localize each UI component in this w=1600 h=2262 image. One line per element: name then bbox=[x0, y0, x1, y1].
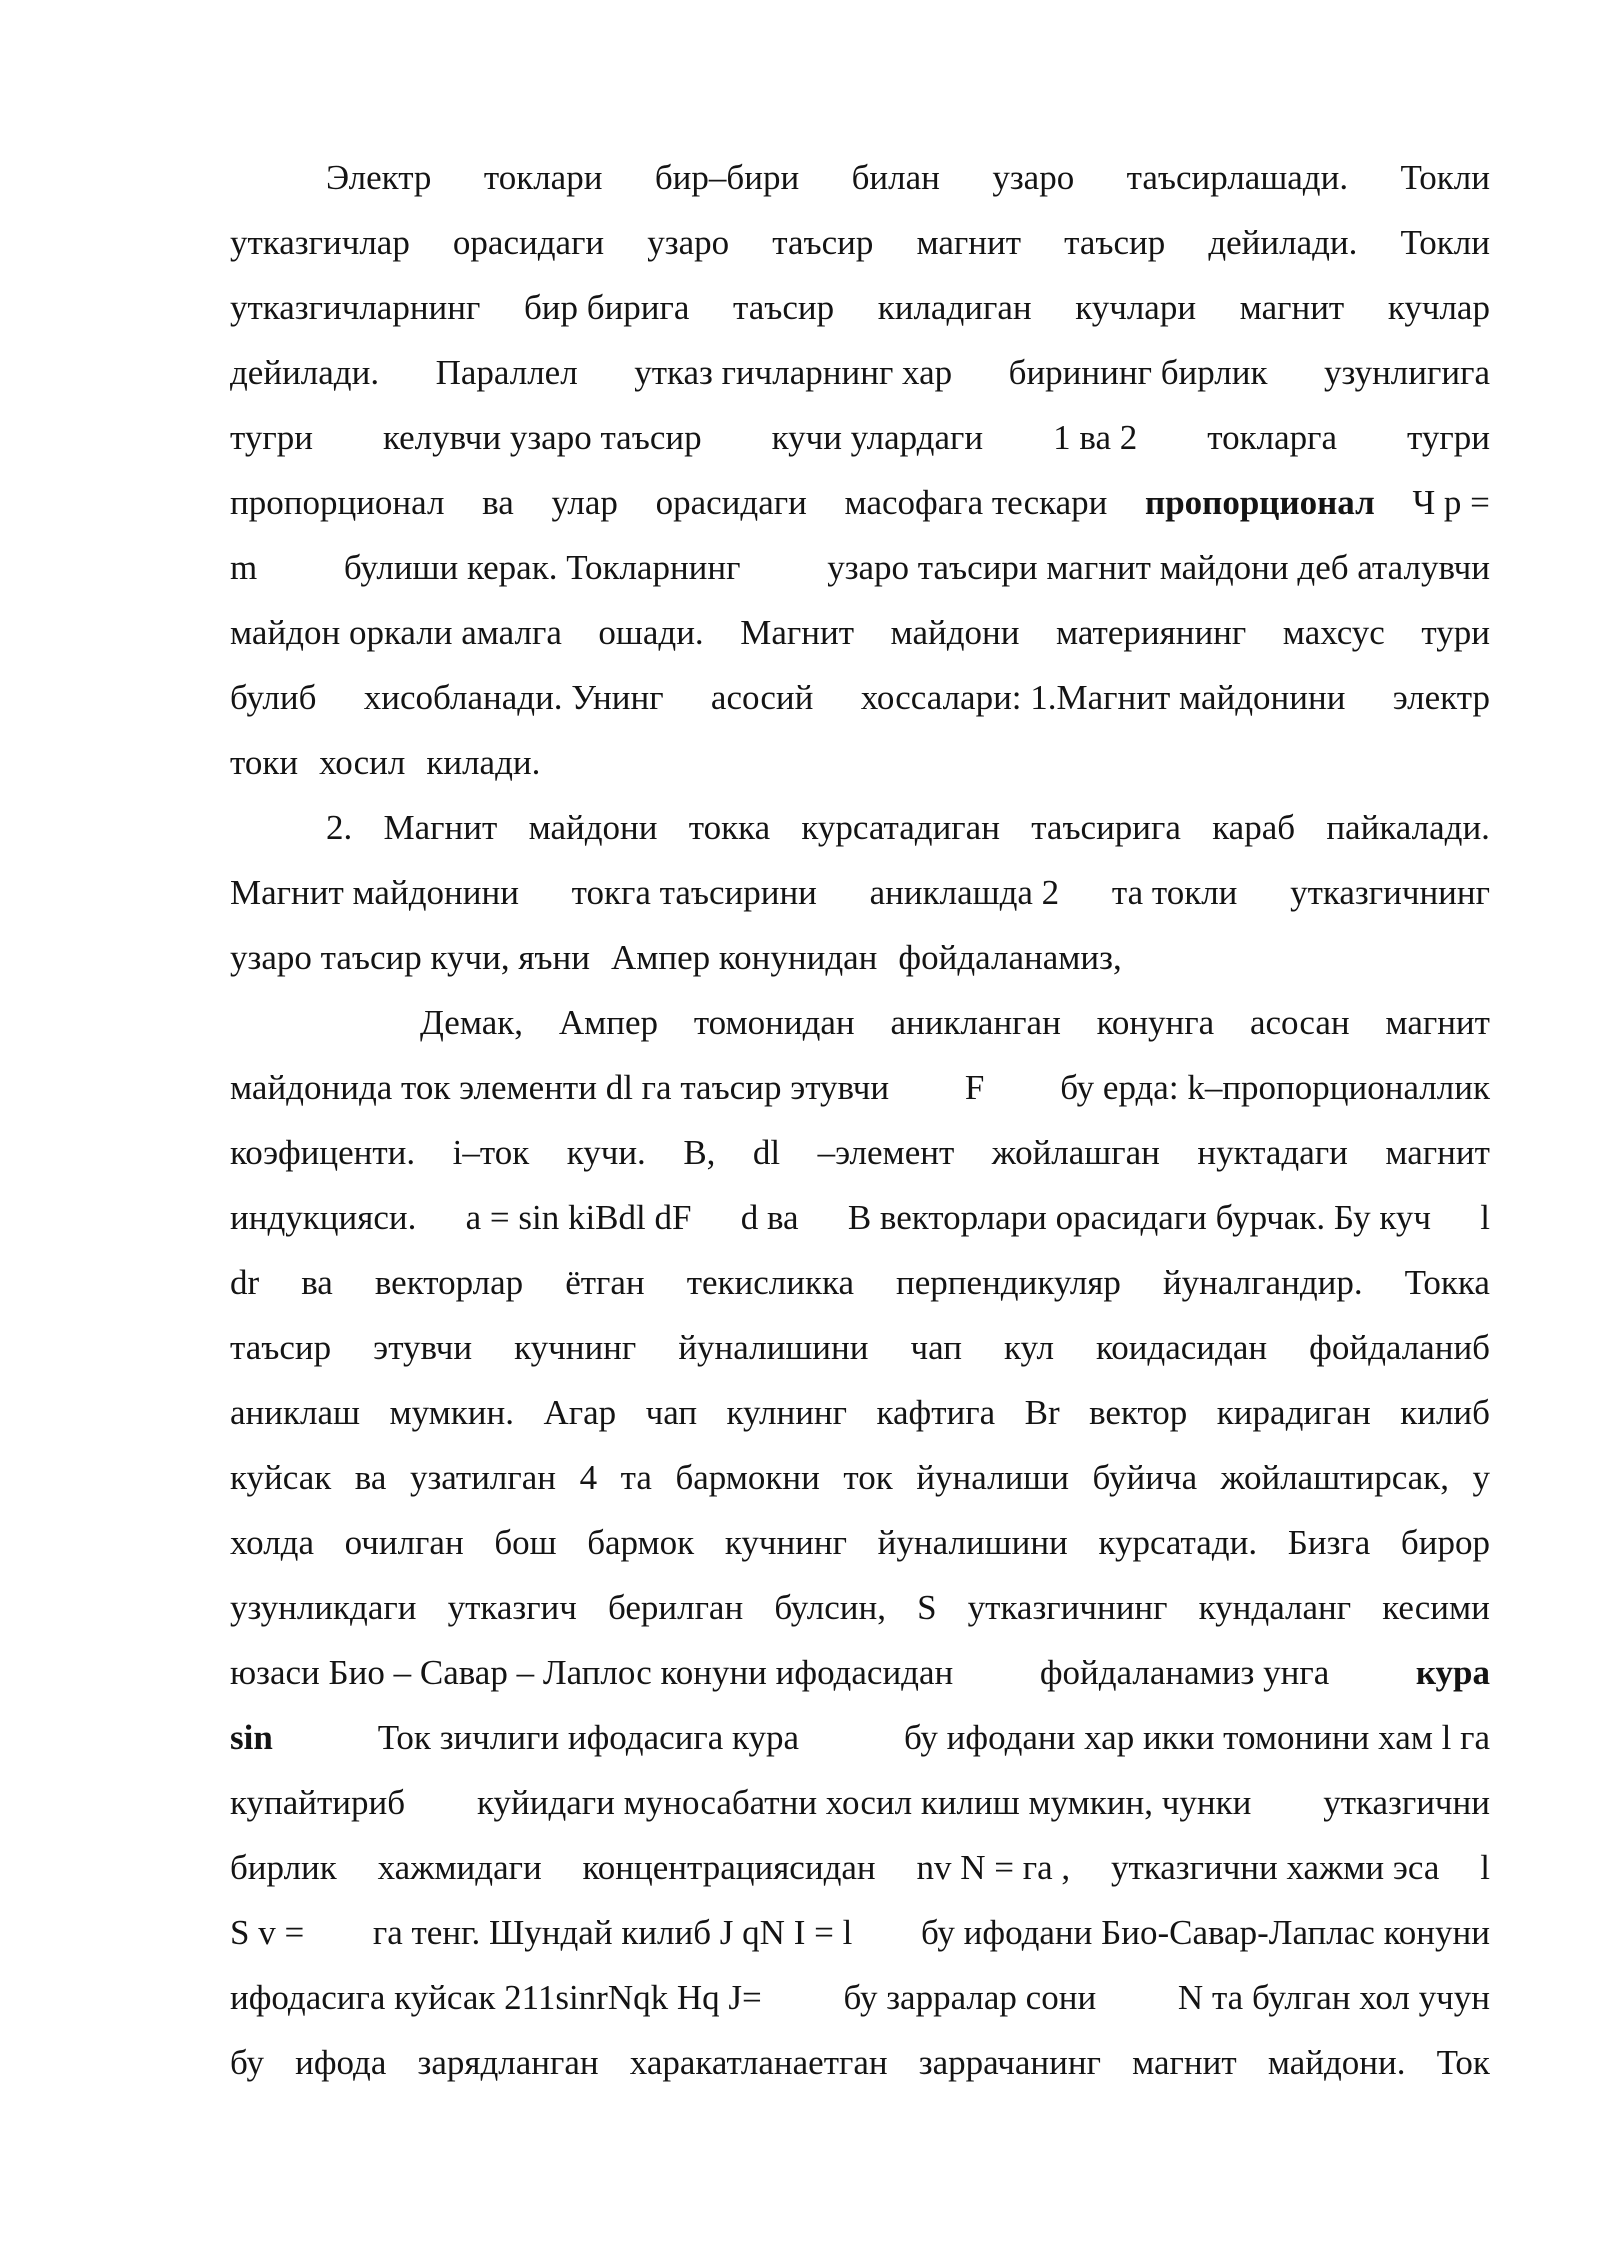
text-segment: d ва bbox=[740, 1198, 799, 1237]
text-segment: йуналишини bbox=[877, 1523, 1068, 1562]
text-segment: фойдаланамиз, bbox=[898, 938, 1122, 977]
text-segment: киладиган bbox=[877, 288, 1032, 327]
text-segment: таъсирлашади. bbox=[1126, 158, 1349, 197]
text-segment: кулнинг bbox=[726, 1393, 848, 1432]
text-segment: таъсир bbox=[772, 223, 874, 262]
text-segment: кундаланг bbox=[1198, 1588, 1352, 1627]
text-segment: кучнинг bbox=[724, 1523, 847, 1562]
text-segment: пропорционал bbox=[230, 483, 445, 522]
text-line bbox=[230, 1450, 1490, 1515]
text-segment: узунликдаги bbox=[230, 1588, 417, 1627]
text-segment: B векторлари орасидаги бурчак. Бу куч bbox=[847, 1198, 1431, 1237]
text-segment: этувчи bbox=[373, 1328, 473, 1367]
text-segment: утказгичларнинг bbox=[230, 288, 481, 327]
text-segment: бу bbox=[230, 2043, 264, 2082]
text-segment: токи bbox=[230, 743, 299, 782]
text-line bbox=[230, 540, 1490, 605]
text-segment: харакатланаетган bbox=[629, 2043, 888, 2082]
text-segment: магнит bbox=[1239, 288, 1345, 327]
text-segment: токлари bbox=[483, 158, 603, 197]
text-segment: у bbox=[1472, 1458, 1490, 1497]
text-segment: индукцияси. bbox=[230, 1198, 417, 1237]
text-segment: бу зарралар сони bbox=[843, 1978, 1097, 2017]
text-segment: куйидаги муносабатни хосил килиш мумкин, чунки bbox=[476, 1783, 1252, 1822]
text-line bbox=[230, 410, 1490, 475]
text-segment: магнит bbox=[916, 223, 1021, 262]
text-segment: тури bbox=[1421, 613, 1490, 652]
text-segment: Br bbox=[1024, 1393, 1060, 1432]
text-segment: токларга bbox=[1207, 418, 1337, 457]
text-segment: N та булган хол учун bbox=[1177, 1978, 1490, 2017]
text-segment: Токли bbox=[1400, 158, 1490, 197]
text-segment: утказгични хажми эса bbox=[1110, 1848, 1440, 1887]
text-line bbox=[230, 1775, 1490, 1840]
text-segment: майдони. bbox=[1267, 2043, 1406, 2082]
text-line bbox=[230, 475, 1490, 540]
text-line bbox=[230, 995, 1490, 1060]
text-segment: S v = bbox=[230, 1913, 305, 1952]
text-segment: булиши керак. Токларнинг bbox=[343, 548, 741, 587]
text-segment: булиб bbox=[230, 678, 317, 717]
text-segment: фойдаланамиз унга bbox=[1039, 1653, 1330, 1692]
text-segment: 1 ва 2 bbox=[1053, 418, 1138, 457]
text-segment: аникланган bbox=[890, 1003, 1061, 1042]
text-segment: токка bbox=[688, 808, 771, 847]
text-segment: таъсир bbox=[230, 1328, 332, 1367]
text-segment: хосил bbox=[319, 743, 406, 782]
text-segment: конунга bbox=[1096, 1003, 1215, 1042]
text-line bbox=[230, 1645, 1490, 1710]
text-segment: i–ток bbox=[452, 1133, 530, 1172]
text-segment: купайтириб bbox=[230, 1783, 406, 1822]
text-segment: B, bbox=[683, 1133, 716, 1172]
text-segment: sin bbox=[230, 1718, 273, 1757]
text-segment: Бизга bbox=[1287, 1523, 1371, 1562]
text-segment: пропорционал bbox=[1145, 483, 1375, 522]
text-segment: зарядланган bbox=[417, 2043, 599, 2082]
text-line bbox=[230, 1580, 1490, 1645]
text-segment: магнит bbox=[1132, 2043, 1237, 2082]
text-segment: Агар bbox=[543, 1393, 617, 1432]
text-segment: бирлик bbox=[230, 1848, 337, 1887]
text-line bbox=[230, 1840, 1490, 1905]
text-segment: утказгич bbox=[447, 1588, 577, 1627]
text-segment: концентрациясидан bbox=[582, 1848, 876, 1887]
text-segment: таъсир bbox=[1064, 223, 1166, 262]
text-segment: Электр bbox=[326, 158, 432, 197]
text-segment: чап bbox=[910, 1328, 962, 1367]
text-segment: Токка bbox=[1404, 1263, 1490, 1302]
text-segment: йуналишини bbox=[678, 1328, 869, 1367]
text-line bbox=[230, 1320, 1490, 1385]
text-line bbox=[230, 1710, 1490, 1775]
text-segment: жойлашган bbox=[991, 1133, 1160, 1172]
text-segment: улар bbox=[551, 483, 618, 522]
text-line bbox=[230, 1125, 1490, 1190]
text-segment: бу ифодани хар икки томонини хам l га bbox=[903, 1718, 1490, 1757]
text-segment: пайкалади. bbox=[1326, 808, 1490, 847]
text-segment: векторлар bbox=[374, 1263, 524, 1302]
text-segment: майдон оркали амалга bbox=[230, 613, 562, 652]
text-segment: вектор bbox=[1089, 1393, 1188, 1432]
text-segment: таъсир bbox=[733, 288, 835, 327]
text-line bbox=[230, 865, 1490, 930]
text-segment: Ампер конунидан bbox=[610, 938, 878, 977]
text-segment: тугри bbox=[1407, 418, 1490, 457]
text-segment: махсус bbox=[1282, 613, 1385, 652]
document-body bbox=[230, 150, 1490, 2100]
text-segment: та bbox=[620, 1458, 652, 1497]
text-segment: томонидан bbox=[693, 1003, 855, 1042]
text-segment: магнит bbox=[1385, 1133, 1490, 1172]
text-segment: бир бирига bbox=[523, 288, 690, 327]
text-segment: килади. bbox=[426, 743, 541, 782]
text-segment: фойдаланиб bbox=[1309, 1328, 1490, 1367]
text-segment: утказгичнинг bbox=[1290, 873, 1490, 912]
text-segment: узаро bbox=[647, 223, 730, 262]
text-line bbox=[230, 1385, 1490, 1450]
text-segment: курсатади. bbox=[1098, 1523, 1258, 1562]
text-segment: магнит bbox=[1385, 1003, 1490, 1042]
text-segment: йуналгандир. bbox=[1162, 1263, 1363, 1302]
text-segment: кучлар bbox=[1387, 288, 1490, 327]
text-line bbox=[230, 670, 1490, 735]
text-line bbox=[230, 280, 1490, 345]
text-segment: асосан bbox=[1249, 1003, 1350, 1042]
text-segment: бирининг бирлик bbox=[1008, 353, 1268, 392]
text-segment: узаро таъсир кучи, яъни bbox=[230, 938, 590, 977]
text-segment: утказгичнинг bbox=[967, 1588, 1168, 1627]
text-segment: курсатадиган bbox=[801, 808, 1000, 847]
text-segment: кучи. bbox=[566, 1133, 646, 1172]
text-segment: бу ерда: k–пропорционаллик bbox=[1060, 1068, 1490, 1107]
text-segment: килиб bbox=[1400, 1393, 1490, 1432]
text-segment: бир–бири bbox=[654, 158, 800, 197]
text-segment: майдони bbox=[528, 808, 658, 847]
text-segment: асосий bbox=[710, 678, 814, 717]
text-line bbox=[230, 1905, 1490, 1970]
text-segment: Ампер bbox=[558, 1003, 659, 1042]
text-segment: 4 bbox=[579, 1458, 598, 1497]
text-segment: чап bbox=[645, 1393, 698, 1432]
text-segment: кафтига bbox=[876, 1393, 996, 1432]
text-segment: бу ифодани Био-Савар-Лаплас конуни bbox=[920, 1913, 1490, 1952]
text-segment: келувчи узаро таъсир bbox=[382, 418, 702, 457]
text-segment: Магнит майдонини bbox=[230, 873, 519, 912]
text-segment: ва bbox=[354, 1458, 387, 1497]
text-segment: майдонида ток элементи dl га таъсир этувчи bbox=[230, 1068, 890, 1107]
text-segment: коэфиценти. bbox=[230, 1133, 416, 1172]
text-segment: орасидаги bbox=[655, 483, 807, 522]
text-segment: Токли bbox=[1400, 223, 1490, 262]
text-segment: –элемент bbox=[817, 1133, 955, 1172]
text-segment: коидасидан bbox=[1095, 1328, 1268, 1367]
text-segment: майдони bbox=[890, 613, 1020, 652]
text-segment: узаро bbox=[992, 158, 1075, 197]
text-line bbox=[230, 1515, 1490, 1580]
text-segment: бармокни bbox=[675, 1458, 820, 1497]
text-segment: кура bbox=[1415, 1653, 1490, 1692]
text-segment: Магнит bbox=[740, 613, 854, 652]
text-segment: орасидаги bbox=[452, 223, 605, 262]
text-line bbox=[230, 215, 1490, 280]
text-segment: бармок bbox=[587, 1523, 695, 1562]
text-segment: m bbox=[230, 548, 258, 587]
text-segment: кесими bbox=[1382, 1588, 1490, 1627]
text-segment: кучнинг bbox=[514, 1328, 637, 1367]
text-segment: ва bbox=[301, 1263, 333, 1302]
text-segment: кул bbox=[1003, 1328, 1054, 1367]
text-segment: дейилади. bbox=[230, 353, 380, 392]
text-line bbox=[230, 2035, 1490, 2100]
text-segment: Ч р = bbox=[1412, 483, 1490, 522]
text-line bbox=[230, 1060, 1490, 1125]
text-segment: берилган bbox=[608, 1588, 744, 1627]
text-segment: аниклаш bbox=[230, 1393, 360, 1432]
text-segment: булсин, bbox=[774, 1588, 886, 1627]
text-line bbox=[230, 735, 1490, 800]
text-segment: утказгични bbox=[1323, 1783, 1490, 1822]
text-segment: токга таъсирини bbox=[571, 873, 817, 912]
text-segment: ифодасига куйсак 211sinrNqk Hq J= bbox=[230, 1978, 762, 2017]
text-segment: тугри bbox=[230, 418, 313, 457]
text-segment: ток bbox=[843, 1458, 893, 1497]
text-segment: га тенг. Шундай килиб J qN I = l bbox=[372, 1913, 853, 1952]
text-line bbox=[230, 1190, 1490, 1255]
text-segment: та токли bbox=[1111, 873, 1238, 912]
text-segment: dr bbox=[230, 1263, 260, 1302]
text-line bbox=[230, 345, 1490, 410]
text-segment: nv N = га , bbox=[916, 1848, 1071, 1887]
text-segment: перпендикуляр bbox=[896, 1263, 1121, 1302]
text-segment: билан bbox=[851, 158, 940, 197]
text-line bbox=[230, 800, 1490, 865]
text-line bbox=[230, 1970, 1490, 2035]
text-segment: куйсак bbox=[230, 1458, 332, 1497]
text-segment: бирор bbox=[1400, 1523, 1490, 1562]
text-segment: мумкин. bbox=[389, 1393, 514, 1432]
text-segment: кучлари bbox=[1075, 288, 1197, 327]
text-segment: хоссалари: 1.Магнит майдонини bbox=[860, 678, 1346, 717]
text-segment: очилган bbox=[344, 1523, 464, 1562]
text-segment: ошади. bbox=[598, 613, 704, 652]
text-segment: хисобланади. Унинг bbox=[363, 678, 664, 717]
text-segment: F bbox=[964, 1068, 985, 1107]
text-segment: ётган bbox=[565, 1263, 645, 1302]
text-segment: юзаси Био – Савар – Лаплос конуни ифодасидан bbox=[230, 1653, 954, 1692]
text-segment: дейилади. bbox=[1208, 223, 1358, 262]
text-line bbox=[230, 150, 1490, 215]
text-segment: караб bbox=[1212, 808, 1296, 847]
text-segment: нуктадаги bbox=[1197, 1133, 1348, 1172]
text-segment: таъсирига bbox=[1031, 808, 1181, 847]
text-line bbox=[230, 930, 1490, 995]
text-segment: 2. bbox=[326, 808, 353, 847]
text-segment: утказ гичларнинг хар bbox=[634, 353, 953, 392]
text-segment: dl bbox=[752, 1133, 781, 1172]
text-segment: узунлигига bbox=[1323, 353, 1490, 392]
text-segment: холда bbox=[230, 1523, 315, 1562]
text-segment: узаро таъсири магнит майдони деб аталувчи bbox=[827, 548, 1490, 587]
text-segment: Параллел bbox=[435, 353, 578, 392]
text-segment: l bbox=[1480, 1198, 1490, 1237]
text-segment: S bbox=[917, 1588, 937, 1627]
text-line bbox=[230, 1255, 1490, 1320]
text-segment: утказгичлар bbox=[230, 223, 410, 262]
text-segment: бош bbox=[494, 1523, 557, 1562]
text-segment: хажмидаги bbox=[377, 1848, 542, 1887]
text-segment: материянинг bbox=[1056, 613, 1247, 652]
text-segment: йуналиши bbox=[916, 1458, 1069, 1497]
text-segment: ва bbox=[482, 483, 514, 522]
text-segment: Ток bbox=[1436, 2043, 1490, 2082]
text-segment: кирадиган bbox=[1216, 1393, 1371, 1432]
text-segment: масофага тескари bbox=[844, 483, 1108, 522]
text-segment: заррачанинг bbox=[918, 2043, 1101, 2082]
text-segment: Демак, bbox=[420, 1003, 524, 1042]
text-segment: a = sin kiBdl dF bbox=[465, 1198, 692, 1237]
text-segment: жойлаштирсак, bbox=[1220, 1458, 1449, 1497]
text-segment: l bbox=[1480, 1848, 1490, 1887]
text-line bbox=[230, 605, 1490, 670]
text-segment: Ток зичлиги ифодасига кура bbox=[377, 1718, 800, 1757]
text-segment: текисликка bbox=[686, 1263, 854, 1302]
text-segment: узатилган bbox=[409, 1458, 557, 1497]
text-segment: электр bbox=[1392, 678, 1490, 717]
text-segment: Магнит bbox=[383, 808, 498, 847]
text-segment: буйича bbox=[1092, 1458, 1198, 1497]
text-segment: аниклашда 2 bbox=[869, 873, 1060, 912]
text-segment: ифода bbox=[295, 2043, 387, 2082]
text-segment: кучи улардаги bbox=[771, 418, 984, 457]
